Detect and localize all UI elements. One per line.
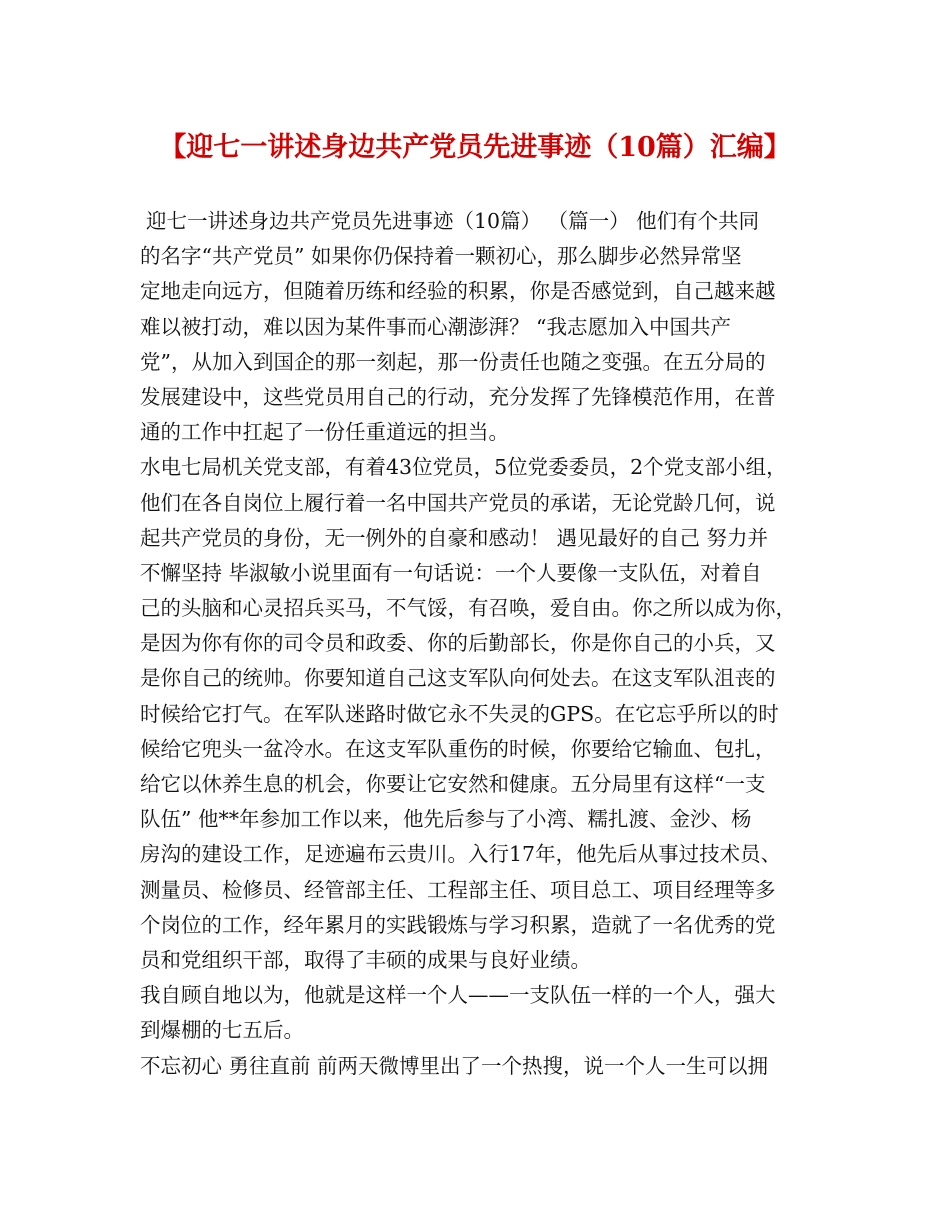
body-line: 定地走向远方，但随着历练和经验的积累，你是否感觉到，自己越来越 [140,279,776,304]
body-line: 不懈坚持 毕淑敏小说里面有一句话说：一个人要像一支队伍，对着自 [140,560,762,585]
body-line: 测量员、检修员、经管部主任、工程部主任、项目总工、项目经理等多 [140,877,776,902]
document-body [140,204,830,1084]
body-line: 水电七局机关党支部，有着43位党员，5位党委委员，2个党支部小组， [140,455,787,480]
body-line: 不忘初心 勇往直前 前两天微博里出了一个热搜，说一个人一生可以拥 [140,1053,769,1078]
body-line: 己的头脑和心灵招兵买马，不气馁，有召唤，爱自由。你之所以成为你， [140,596,796,621]
body-line: 难以被打动，难以因为某件事而心潮澎湃？ “我志愿加入中国共产 [140,314,731,339]
body-line: 党”，从加入到国企的那一刻起，那一份责任也随之变强。在五分局的 [140,349,766,374]
body-line: 是你自己的统帅。你要知道自己这支军队向何处去。在这支军队沮丧的 [140,666,776,691]
body-line: 队伍” 他**年参加工作以来，他先后参与了小湾、糯扎渡、金沙、杨 [140,807,752,832]
body-line: 房沟的建设工作，足迹遍布云贵川。入行17年，他先后从事过技术员、 [140,842,782,867]
body-line: 时候给它打气。在军队迷路时做它永不失灵的GPS。在它忘乎所以的时 [140,701,779,726]
body-line: 发展建设中，这些党员用自己的行动，充分发挥了先锋模范作用，在普 [140,384,776,409]
body-line: 候给它兜头一盆冷水。在这支军队重伤的时候，你要给它输血、包扎， [140,736,776,761]
body-line: 通的工作中扛起了一份任重道远的担当。 [140,420,509,445]
body-line: 我自顾自地以为，他就是这样一个人——一支队伍一样的一个人，强大 [140,983,776,1008]
body-line: 起共产党员的身份，无一例外的自豪和感动！ 遇见最好的自己 努力并 [140,525,769,550]
body-line: 个岗位的工作，经年累月的实践锻炼与学习积累，造就了一名优秀的党 [140,912,776,937]
body-line: 他们在各自岗位上履行着一名中国共产党员的承诺，无论党龄几何，说 [140,490,776,515]
body-line: 迎七一讲述身边共产党员先进事迹（10篇） （篇一） 他们有个共同 [146,209,760,233]
body-line: 到爆棚的七五后。 [140,1018,304,1043]
body-line: 员和党组织干部，取得了丰硕的成果与良好业绩。 [140,947,591,972]
body-line: 的名字“共产党员” 如果你仍保持着一颗初心，那么脚步必然异常坚 [140,244,742,269]
body-line: 是因为你有你的司令员和政委、你的后勤部长，你是你自己的小兵，又 [140,631,776,656]
document-title: 【迎七一讲述身边共产党员先进事迹（10篇）汇编】 [159,132,791,163]
body-line: 给它以休养生息的机会，你要让它安然和健康。五分局里有这样“一支 [140,772,766,796]
